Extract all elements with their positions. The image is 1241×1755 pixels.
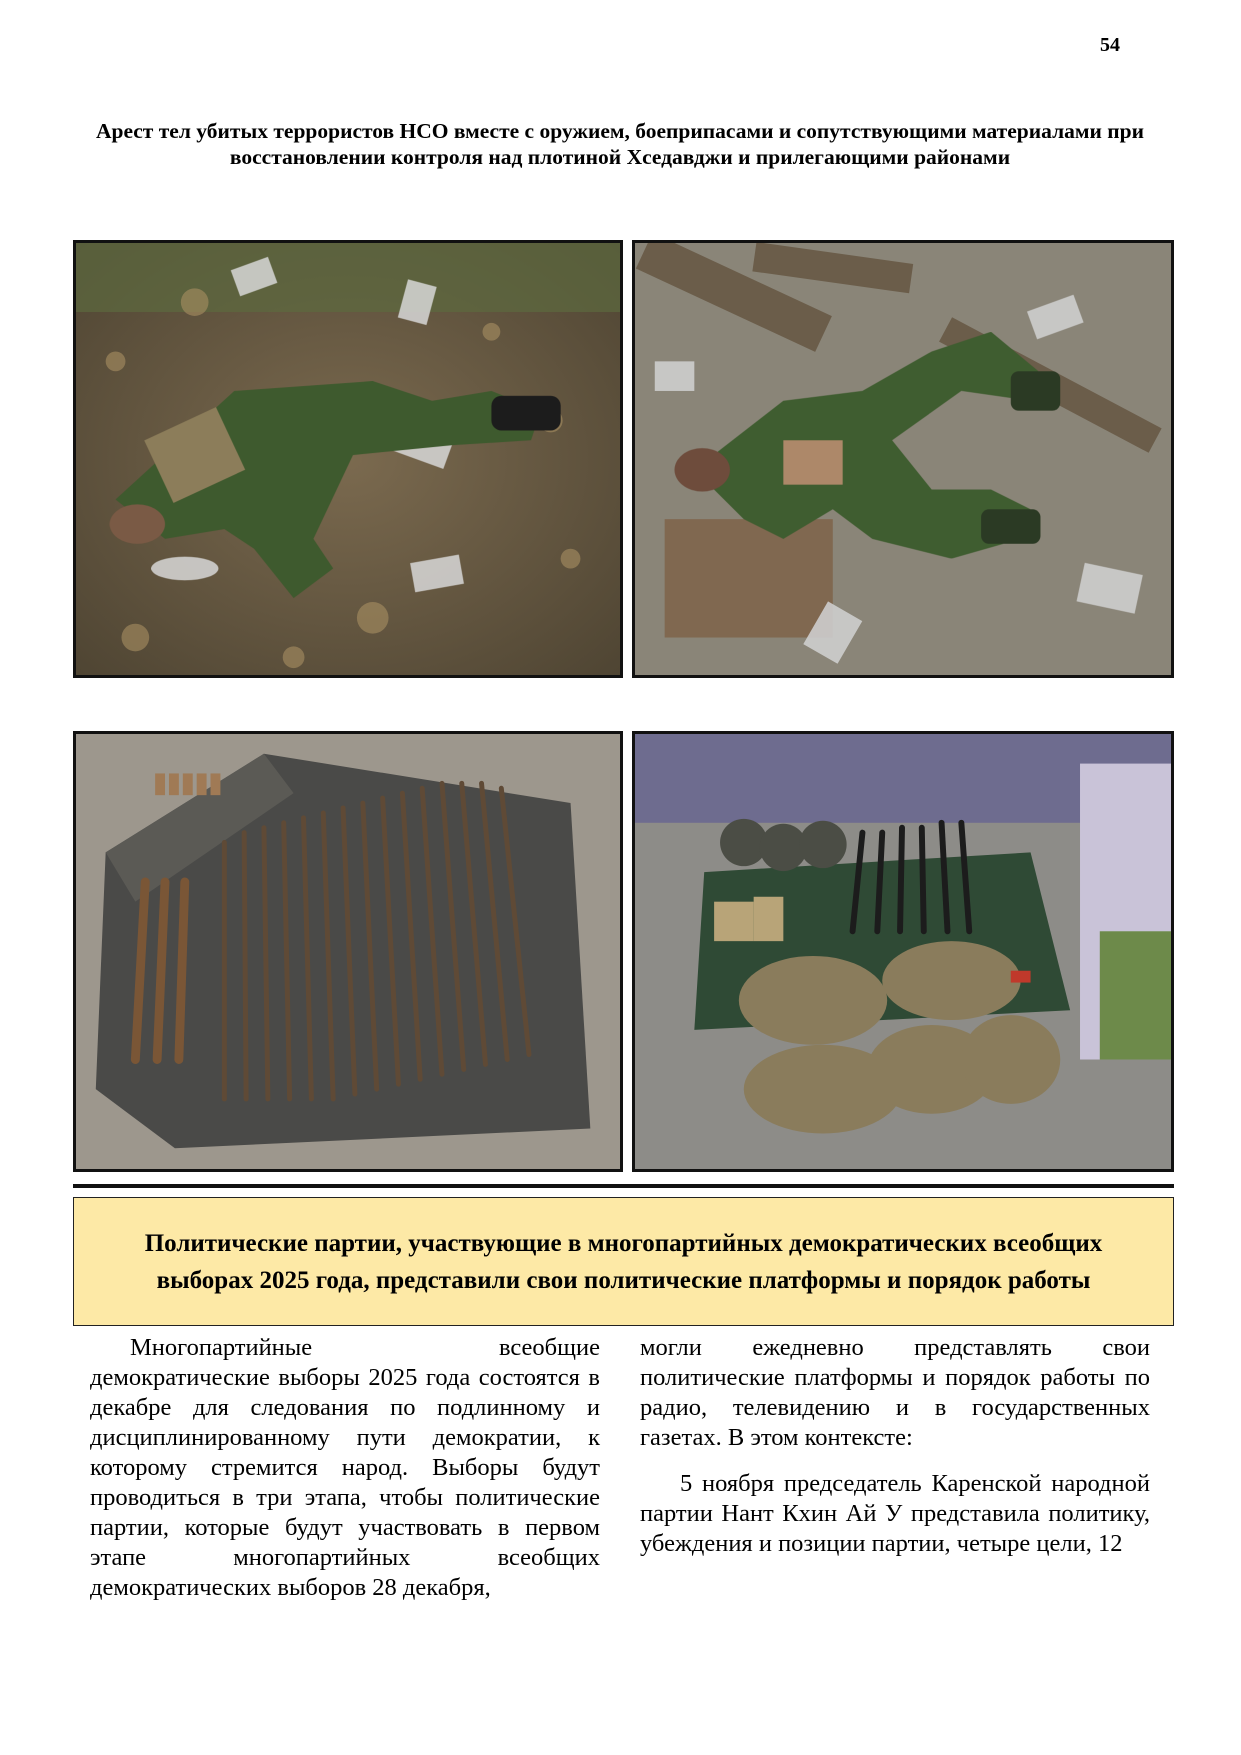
- photo-body-on-ground: [73, 240, 623, 678]
- article-column-left: [90, 1333, 600, 1603]
- section-divider: [73, 1184, 1174, 1188]
- photo-seized-equipment: [632, 731, 1174, 1172]
- page-number: 54: [1100, 34, 1120, 56]
- article-column-right: [640, 1333, 1150, 1559]
- article-headline: Политические партии, участвующие в многопартийных демократических всеобщих выборах 2025 года, представили свои политические платформы и порядок работы: [144, 1229, 1103, 1294]
- paragraph: 5 ноября председатель Каренской народной партии Нант Кхин Ай У представила политику, убеждения и позиции партии, четыре цели, 12: [640, 1470, 1150, 1557]
- photo-body-on-boards: [632, 240, 1174, 678]
- article-headline-box: [73, 1197, 1174, 1326]
- photo-caption: Арест тел убитых террористов НСО вместе с оружием, боеприпасами и сопутствующими материалами при восстановлении контроля над плотиной Хседавджи и прилегающими районами: [95, 119, 1145, 169]
- paragraph: могли ежедневно представлять свои политические платформы и порядок работы по радио, телевидению и в государственных газетах. В этом контексте:: [640, 1334, 1150, 1451]
- photo-seized-rifles: [73, 731, 623, 1172]
- paragraph: Многопартийные всеобщие демократические выборы 2025 года состоятся в декабре для следования по подлинному и дисциплинированному пути демократии, к которому стремится народ. Выборы будут проводиться в три этапа, чтобы политические партии, которые будут участвовать в первом этапе многопартийных всеобщих демократических выборов 28 декабря,: [90, 1334, 600, 1601]
